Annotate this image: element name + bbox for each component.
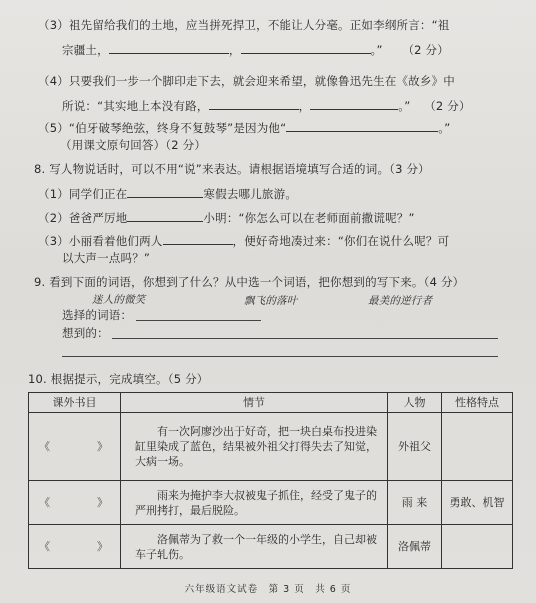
q7-item5-blank[interactable] [286,120,438,132]
book-open-mark: 《 [39,540,50,553]
q7-item4-end: 。” [398,99,411,113]
reading-table [28,392,513,569]
q7-item5-lead: （5）“伯牙破琴绝弦，终身不复鼓琴”是因为他“ [38,121,287,135]
q7-item5-end: 。” [438,121,451,135]
trait-cell: 勇敢、机智 [442,481,513,525]
q8-item3-lead: （3）小丽看着他们两人 [38,234,163,248]
table-header-row [29,393,513,413]
q7-item3-sep: ， [228,43,241,57]
q9-choose-line[interactable] [136,320,261,321]
q7-item4-blank2[interactable] [310,98,398,110]
q8-item2 [38,210,415,225]
q9-choose-label: 选择的词语： [62,308,133,322]
q7-item4-sep: ， [298,99,311,113]
book-open-mark: 《 [39,440,50,453]
q7-item3-blank1[interactable] [109,42,229,54]
person-cell: 雨 来 [388,481,442,525]
q8-item1-tail: 寒假去哪儿旅游。 [203,187,298,201]
q8-item3-tail: ，便好奇地凑过来：“你们在说什么呢？可 [232,234,450,248]
trait-cell[interactable] [442,525,513,569]
q8-item2-blank[interactable] [127,210,203,222]
q8-item1-lead: （1）同学们正在 [38,187,128,201]
book-close-mark: 》 [97,496,108,509]
person-cell: 洛佩蒂 [388,525,442,569]
table-row [29,481,513,525]
book-open-mark: 《 [39,496,50,509]
q7-item4-lead: 所说：“其实地上本没有路， [62,99,209,113]
q9-answer-line-2[interactable] [62,356,498,357]
q9-word-3: 最美的逆行者 [368,295,433,307]
q7-item4-line1: （4）只要我们一步一个脚印走下去，就会迎来希望，就像鲁迅先生在《故乡》中 [38,74,456,88]
q10-title: 10. 根据提示，完成填空。（5 分） [28,372,209,386]
q8-item2-lead: （2）爸爸严厉地 [38,211,128,225]
q7-item4-line2 [62,98,471,113]
q7-item3-line2 [62,42,449,57]
header-person: 人物 [388,393,442,413]
q9-word-2: 飘飞的落叶 [244,295,298,307]
book-cell[interactable] [29,525,121,569]
book-cell[interactable] [29,413,121,481]
book-close-mark: 》 [97,440,108,453]
q7-item3-lead: 宗疆土， [62,43,109,57]
q9-word-1: 迷人的微笑 [92,294,146,306]
q9-answer-line-1[interactable] [112,338,498,339]
book-cell[interactable] [29,481,121,525]
q7-item4-blank1[interactable] [209,98,299,110]
q8-item3-blank[interactable] [163,233,233,245]
q7-item5-line2: （用课文原句回答）（2 分） [60,138,207,152]
q8-title: 8. 写人物说话时，可以不用“说”来表达。请根据语境填写合适的词。（3 分） [34,162,430,176]
header-plot: 情节 [121,393,388,413]
plot-cell: 洛佩蒂为了救一个一年级的小学生，自己却被车子轧伤。 [121,525,388,569]
book-close-mark: 》 [97,540,108,553]
trait-cell[interactable] [442,413,513,481]
q9-think-label: 想到的： [62,326,109,340]
q7-item4-score: （2 分） [424,99,471,113]
person-cell: 外祖父 [388,413,442,481]
page-footer: 六年级语文试卷 第 3 页 共 6 页 [184,584,352,595]
q8-item1-blank[interactable] [127,186,203,198]
table-row [29,525,513,569]
q8-item3 [38,233,449,248]
q7-item5-line1 [38,120,450,135]
plot-cell: 雨来为掩护李大叔被鬼子抓住，经受了鬼子的严刑拷打，最后脱险。 [121,481,388,525]
q8-item2-tail: 小明：“你怎么可以在老师面前撒谎呢？” [203,211,415,225]
q7-item3-score: （2 分） [402,43,449,57]
q8-item3-cont: 以大声一点吗？” [62,251,151,265]
header-trait: 性格特点 [442,393,513,413]
q9-title: 9. 看到下面的词语，你想到了什么？从中选一个词语，把你想到的写下来。（4 分） [34,275,465,289]
q7-item3-end: 。” [370,43,383,57]
header-book: 课外书目 [29,393,121,413]
q7-item3-blank2[interactable] [241,42,371,54]
table-row [29,413,513,481]
q8-item1 [38,186,297,201]
plot-cell: 有一次阿廖沙出于好奇，把一块白桌布投进染缸里染成了蓝色，结果被外祖父打得失去了知觉，大病一场。 [121,413,388,481]
q7-item3-line1: （3）祖先留给我们的土地，应当拼死捍卫，不能让人分毫。正如李纲所言：“祖 [38,18,450,32]
